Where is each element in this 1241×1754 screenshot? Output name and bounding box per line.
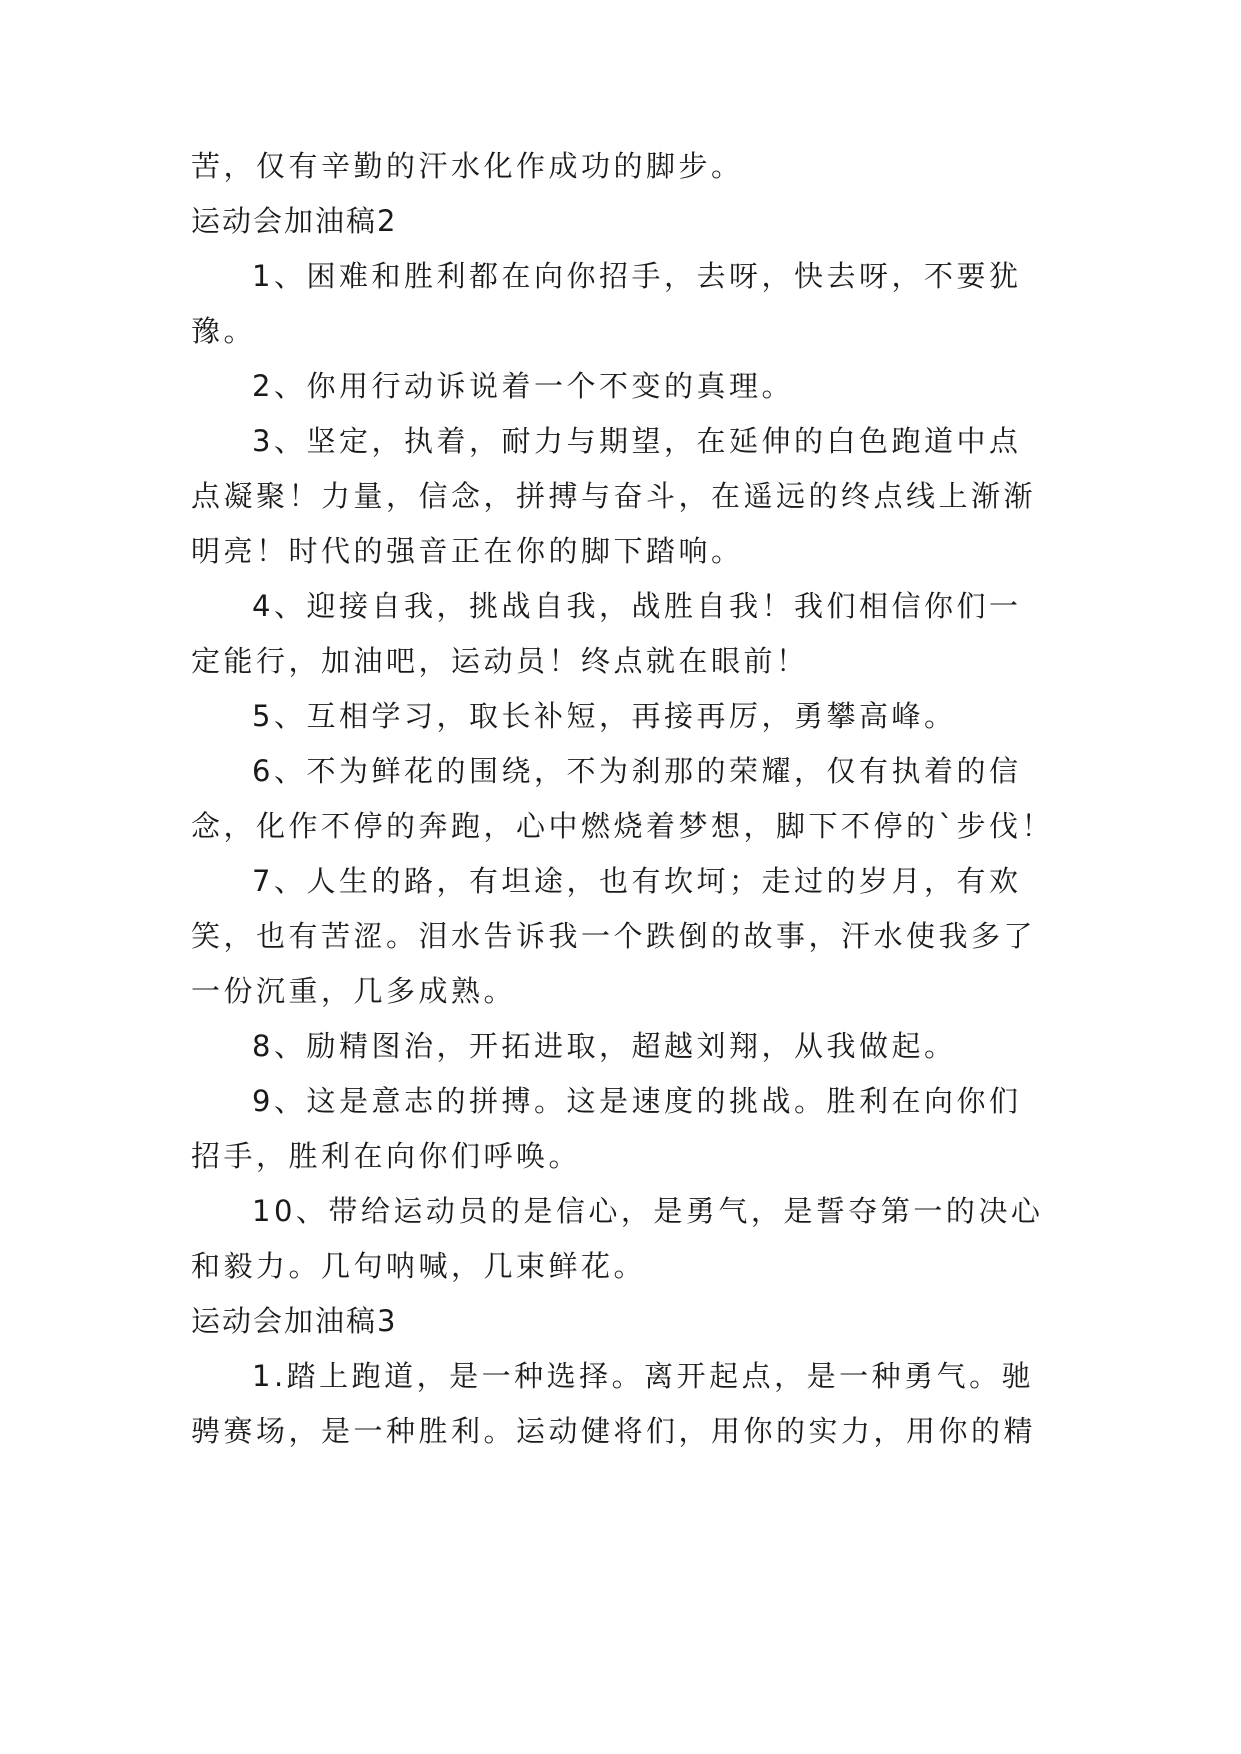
text-line: 点凝聚！力量，信念，拼搏与奋斗，在遥远的终点线上渐渐 [191, 479, 1037, 513]
list-item-line: 9、这是意志的拼搏。这是速度的挑战。胜利在向你们 [252, 1084, 1022, 1118]
section-heading: 运动会加油稿2 [191, 204, 398, 238]
text-line: 定能行，加油吧，运动员！终点就在眼前！ [191, 644, 809, 678]
list-item-line: 4、迎接自我，挑战自我，战胜自我！我们相信你们一 [252, 589, 1022, 623]
section-heading: 运动会加油稿3 [191, 1304, 398, 1338]
list-item-line: 5、互相学习，取长补短，再接再厉，勇攀高峰。 [252, 699, 957, 733]
list-item-line: 1.踏上跑道，是一种选择。离开起点，是一种勇气。驰 [252, 1359, 1035, 1393]
list-item-line: 2、你用行动诉说着一个不变的真理。 [252, 369, 794, 403]
list-item-line: 8、励精图治，开拓进取，超越刘翔，从我做起。 [252, 1029, 957, 1063]
text-line: 骋赛场，是一种胜利。运动健将们，用你的实力，用你的精 [191, 1414, 1037, 1448]
list-item-line: 10、带给运动员的是信心，是勇气，是誓夺第一的决心 [252, 1194, 1044, 1228]
text-line: 一份沉重，几多成熟。 [191, 974, 517, 1008]
text-line: 招手，胜利在向你们呼唤。 [191, 1139, 582, 1173]
text-line: 和毅力。几句呐喊，几束鲜花。 [191, 1249, 647, 1283]
text-line: 苦，仅有辛勤的汗水化作成功的脚步。 [191, 149, 744, 183]
text-line: 笑，也有苦涩。泪水告诉我一个跌倒的故事，汗水使我多了 [191, 919, 1037, 953]
text-line: 豫。 [191, 314, 257, 348]
list-item-line: 1、困难和胜利都在向你招手，去呀，快去呀，不要犹 [252, 259, 1022, 293]
list-item-line: 6、不为鲜花的围绕，不为刹那的荣耀，仅有执着的信 [252, 754, 1022, 788]
list-item-line: 7、人生的路，有坦途，也有坎坷；走过的岁月，有欢 [252, 864, 1022, 898]
text-line: 明亮！时代的强音正在你的脚下踏响。 [191, 534, 744, 568]
list-item-line: 3、坚定，执着，耐力与期望，在延伸的白色跑道中点 [252, 424, 1022, 458]
text-line: 念，化作不停的奔跑，心中燃烧着梦想，脚下不停的`步伐！ [191, 809, 1055, 843]
